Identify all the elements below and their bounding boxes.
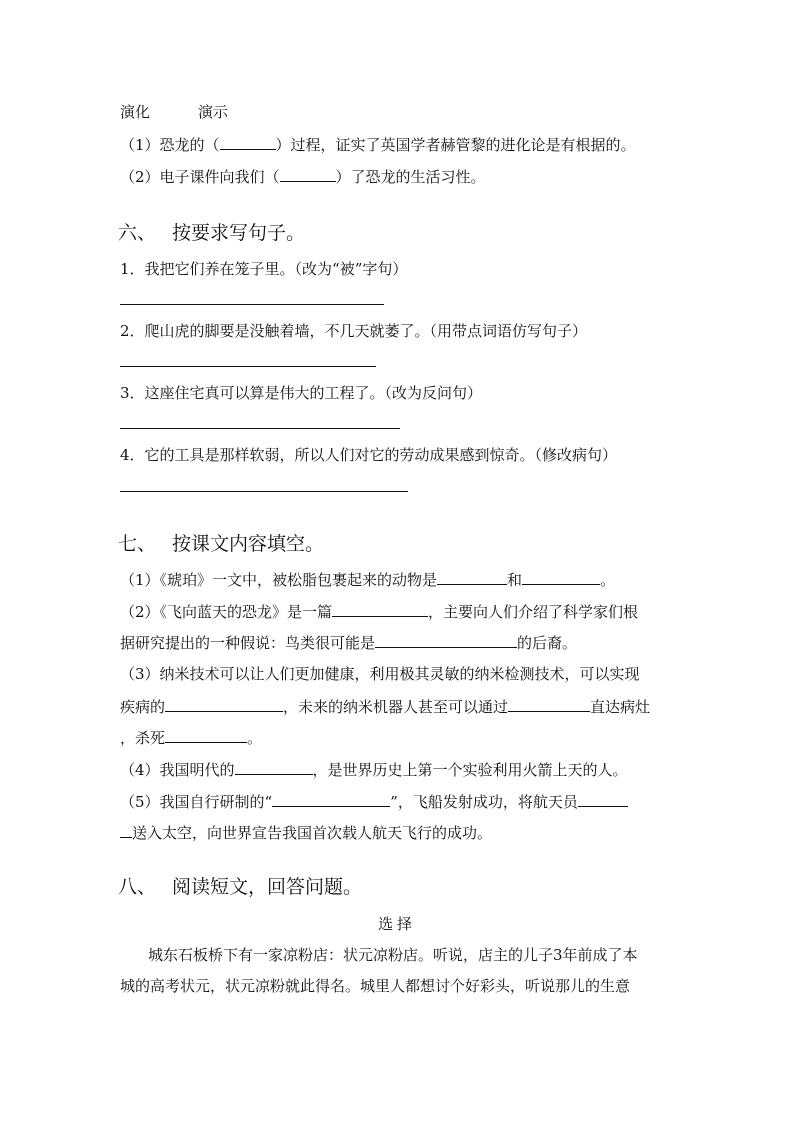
word-choice-1: 演化 [120,103,151,121]
answer-blank[interactable] [508,696,590,712]
answer-blank[interactable] [272,791,390,807]
sec6-item-4: 4．它的工具是那样软弱，所以人们对它的劳动成果感到惊奇。（修改病句） [120,446,618,464]
answer-blank[interactable] [235,759,313,775]
sec7-line-2: （2）《飞向蓝天的恐龙》是一篇 ，主要向人们介绍了科学家们根 [120,603,639,621]
answer-blank[interactable] [578,791,628,807]
sec6-item-3: 3．这座住宅真可以算是伟大的工程了。（改为反问句） [120,384,483,402]
fill-question-2: （2）电子课件向我们（ ）了恐龙的生活习性。 [120,168,486,186]
answer-blank[interactable] [165,696,283,712]
answer-blank[interactable] [437,569,507,585]
sec7-line-1: （1）《琥珀》一文中，被松脂包裹起来的动物是 和 。 [120,571,616,589]
answer-blank[interactable] [165,727,247,743]
answer-line[interactable] [120,304,384,305]
word-choices [120,102,228,122]
section-7-heading: 七、 按课文内容填空。 [118,533,325,555]
sec6-item-2: 2．爬山虎的脚要是没触着墙，不几天就萎了。（用带点词语仿写句子） [120,322,588,340]
passage-title: 选择 [377,915,416,933]
word-choice-2: 演示 [198,103,229,121]
section-6-heading: 六、 按要求写句子。 [118,222,306,244]
answer-blank[interactable] [522,569,600,585]
sec7-line-9: 送入太空，向世界宣告我国首次载人航天飞行的成功。 [120,822,492,843]
sec7-line-6: ，杀死 。 [120,729,263,747]
sec7-line-8: （5）我国自行研制的“ ”，飞船发射成功，将航天员 [120,791,628,812]
answer-line[interactable] [120,428,400,429]
sec7-line-5: 疾病的 ，未来的纳米机器人甚至可以通过 直达病灶 [120,698,651,716]
sec7-line-3: 据研究提出的一种假说：鸟类很可能是 的后裔。 [120,634,578,652]
answer-blank[interactable] [280,166,336,182]
sec7-line-7: （4）我国明代的 ，是世界历史上第一个实验利用火箭上天的人。 [120,761,628,779]
answer-blank[interactable] [120,822,132,838]
section-8-heading: 八、 阅读短文，回答问题。 [118,876,363,898]
answer-line[interactable] [120,491,408,492]
sec6-item-1: 1．我把它们养在笼子里。（改为“被”字句） [120,260,408,278]
answer-line[interactable] [120,366,376,367]
answer-blank[interactable] [332,601,428,617]
passage-line-2: 城的高考状元，状元凉粉就此得名。城里人都想讨个好彩头，听说那儿的生意 [120,977,631,995]
passage-line-1: 城东石板桥下有一家凉粉店：状元凉粉店。听说，店主的儿子3年前成了本 [148,946,638,964]
sec7-line-4: （3）纳米技术可以让人们更加健康，利用极其灵敏的纳米检测技术，可以实现 [120,665,640,683]
fill-question-1: （1）恐龙的（ ）过程，证实了英国学者赫管黎的进化论是有根据的。 [120,136,636,154]
answer-blank[interactable] [220,134,276,150]
answer-blank[interactable] [375,632,517,648]
